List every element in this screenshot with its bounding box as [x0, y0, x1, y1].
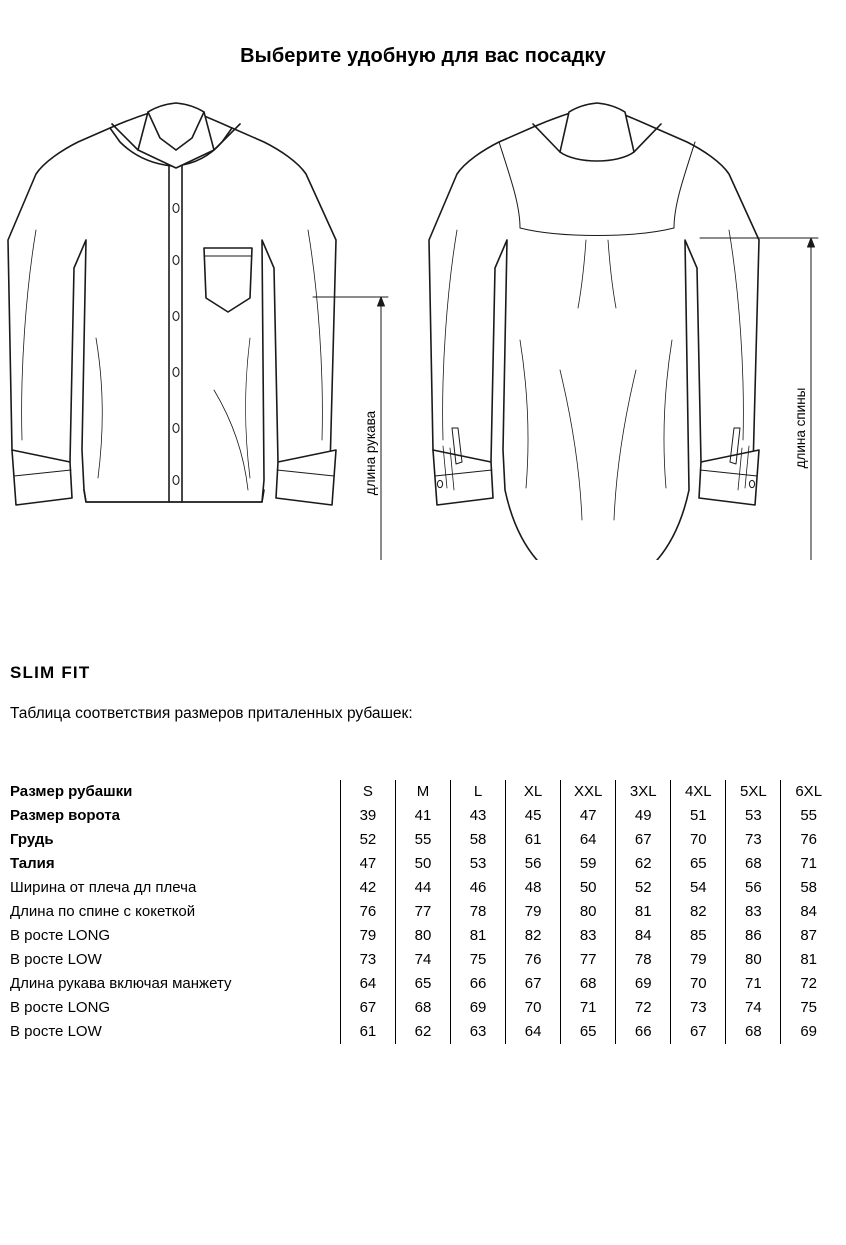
table-row	[10, 852, 836, 876]
table-cell: 56	[726, 876, 781, 900]
table-cell: 74	[726, 996, 781, 1020]
table-cell: 75	[781, 996, 836, 1020]
table-cell: 50	[561, 876, 616, 900]
table-row-label: Длина по спине с кокеткой	[10, 903, 196, 920]
table-row	[10, 996, 836, 1020]
table-column-header: L	[451, 780, 506, 804]
table-cell: 72	[616, 996, 671, 1020]
table-cell: 70	[506, 996, 561, 1020]
back-length-label: длина спины	[793, 387, 808, 469]
table-cell: 65	[561, 1020, 616, 1044]
fit-subtitle: Таблица соответствия размеров приталенных рубашек:	[10, 705, 413, 722]
table-column-header: 4XL	[671, 780, 726, 804]
table-cell: 81	[451, 924, 506, 948]
table-column-header: M	[395, 780, 450, 804]
table-cell: 68	[726, 1020, 781, 1044]
table-cell: 71	[726, 972, 781, 996]
table-cell: 47	[561, 804, 616, 828]
table-cell: 70	[671, 972, 726, 996]
table-cell: 48	[506, 876, 561, 900]
table-cell: 39	[340, 804, 395, 828]
table-header-row	[10, 780, 836, 804]
table-cell: 79	[340, 924, 395, 948]
table-cell: 44	[395, 876, 450, 900]
table-row-label: В росте LONG	[10, 927, 111, 944]
table-cell: 76	[506, 948, 561, 972]
table-cell: 68	[561, 972, 616, 996]
fit-heading: SLIM FIT	[10, 663, 91, 682]
table-cell: 69	[451, 996, 506, 1020]
table-cell: 87	[781, 924, 836, 948]
table-cell: 83	[561, 924, 616, 948]
table-cell: 86	[726, 924, 781, 948]
table-cell: 79	[671, 948, 726, 972]
table-cell: 58	[451, 828, 506, 852]
table-column-header: S	[340, 780, 395, 804]
table-row	[10, 972, 836, 996]
table-cell: 69	[616, 972, 671, 996]
table-cell: 61	[506, 828, 561, 852]
table-cell: 66	[451, 972, 506, 996]
table-row	[10, 876, 836, 900]
table-cell: 83	[726, 900, 781, 924]
table-cell: 80	[726, 948, 781, 972]
table-cell: 55	[395, 828, 450, 852]
table-cell: 49	[616, 804, 671, 828]
table-cell: 85	[671, 924, 726, 948]
table-cell: 51	[671, 804, 726, 828]
table-cell: 46	[451, 876, 506, 900]
table-cell: 59	[561, 852, 616, 876]
table-cell: 47	[340, 852, 395, 876]
table-cell: 65	[671, 852, 726, 876]
table-row-label: Размер ворота	[10, 807, 121, 824]
table-cell: 81	[616, 900, 671, 924]
table-cell: 68	[726, 852, 781, 876]
table-column-header: 5XL	[726, 780, 781, 804]
size-table	[10, 780, 836, 1044]
table-cell: 62	[395, 1020, 450, 1044]
table-row-label: В росте LOW	[10, 951, 102, 968]
table-cell: 65	[395, 972, 450, 996]
table-cell: 77	[561, 948, 616, 972]
table-cell: 82	[671, 900, 726, 924]
table-column-header: 6XL	[781, 780, 836, 804]
table-cell: 73	[340, 948, 395, 972]
table-cell: 76	[781, 828, 836, 852]
table-row	[10, 804, 836, 828]
table-cell: 81	[781, 948, 836, 972]
table-cell: 67	[616, 828, 671, 852]
table-row	[10, 1020, 836, 1044]
table-cell: 75	[451, 948, 506, 972]
table-header-label: Размер рубашки	[10, 783, 133, 800]
table-row	[10, 828, 836, 852]
table-cell: 62	[616, 852, 671, 876]
table-cell: 78	[616, 948, 671, 972]
table-cell: 67	[340, 996, 395, 1020]
table-cell: 50	[395, 852, 450, 876]
table-cell: 56	[506, 852, 561, 876]
table-row-label: Грудь	[10, 831, 54, 848]
table-cell: 78	[451, 900, 506, 924]
table-cell: 74	[395, 948, 450, 972]
table-row-label: Длина рукава включая манжету	[10, 975, 232, 992]
table-row-label: В росте LONG	[10, 999, 111, 1016]
table-cell: 43	[451, 804, 506, 828]
table-cell: 72	[781, 972, 836, 996]
table-cell: 64	[561, 828, 616, 852]
table-cell: 71	[561, 996, 616, 1020]
table-cell: 63	[451, 1020, 506, 1044]
table-column-header: XXL	[561, 780, 616, 804]
table-cell: 80	[395, 924, 450, 948]
table-cell: 42	[340, 876, 395, 900]
table-cell: 66	[616, 1020, 671, 1044]
table-cell: 45	[506, 804, 561, 828]
table-cell: 79	[506, 900, 561, 924]
table-cell: 53	[451, 852, 506, 876]
table-cell: 76	[340, 900, 395, 924]
page-title: Выберите удобную для вас посадку	[240, 45, 606, 67]
table-cell: 53	[726, 804, 781, 828]
table-row-label: В росте LOW	[10, 1023, 102, 1040]
table-cell: 52	[616, 876, 671, 900]
table-column-header: XL	[506, 780, 561, 804]
table-cell: 71	[781, 852, 836, 876]
shirt-diagrams	[0, 90, 846, 560]
table-row-label: Ширина от плеча дл плеча	[10, 879, 197, 896]
shirt-front-illustration	[0, 90, 846, 560]
table-cell: 73	[726, 828, 781, 852]
table-cell: 61	[340, 1020, 395, 1044]
table-cell: 84	[781, 900, 836, 924]
table-cell: 64	[340, 972, 395, 996]
table-cell: 41	[395, 804, 450, 828]
table-cell: 73	[671, 996, 726, 1020]
table-cell: 69	[781, 1020, 836, 1044]
table-cell: 67	[506, 972, 561, 996]
table-row	[10, 900, 836, 924]
table-cell: 52	[340, 828, 395, 852]
table-cell: 84	[616, 924, 671, 948]
table-column-header: 3XL	[616, 780, 671, 804]
table-cell: 58	[781, 876, 836, 900]
table-cell: 55	[781, 804, 836, 828]
table-cell: 80	[561, 900, 616, 924]
table-cell: 68	[395, 996, 450, 1020]
table-row	[10, 948, 836, 972]
table-row	[10, 924, 836, 948]
table-cell: 70	[671, 828, 726, 852]
table-cell: 54	[671, 876, 726, 900]
table-cell: 82	[506, 924, 561, 948]
sleeve-length-label: длина рукава	[363, 410, 378, 496]
table-cell: 64	[506, 1020, 561, 1044]
table-cell: 67	[671, 1020, 726, 1044]
table-row-label: Талия	[10, 855, 55, 872]
table-cell: 77	[395, 900, 450, 924]
